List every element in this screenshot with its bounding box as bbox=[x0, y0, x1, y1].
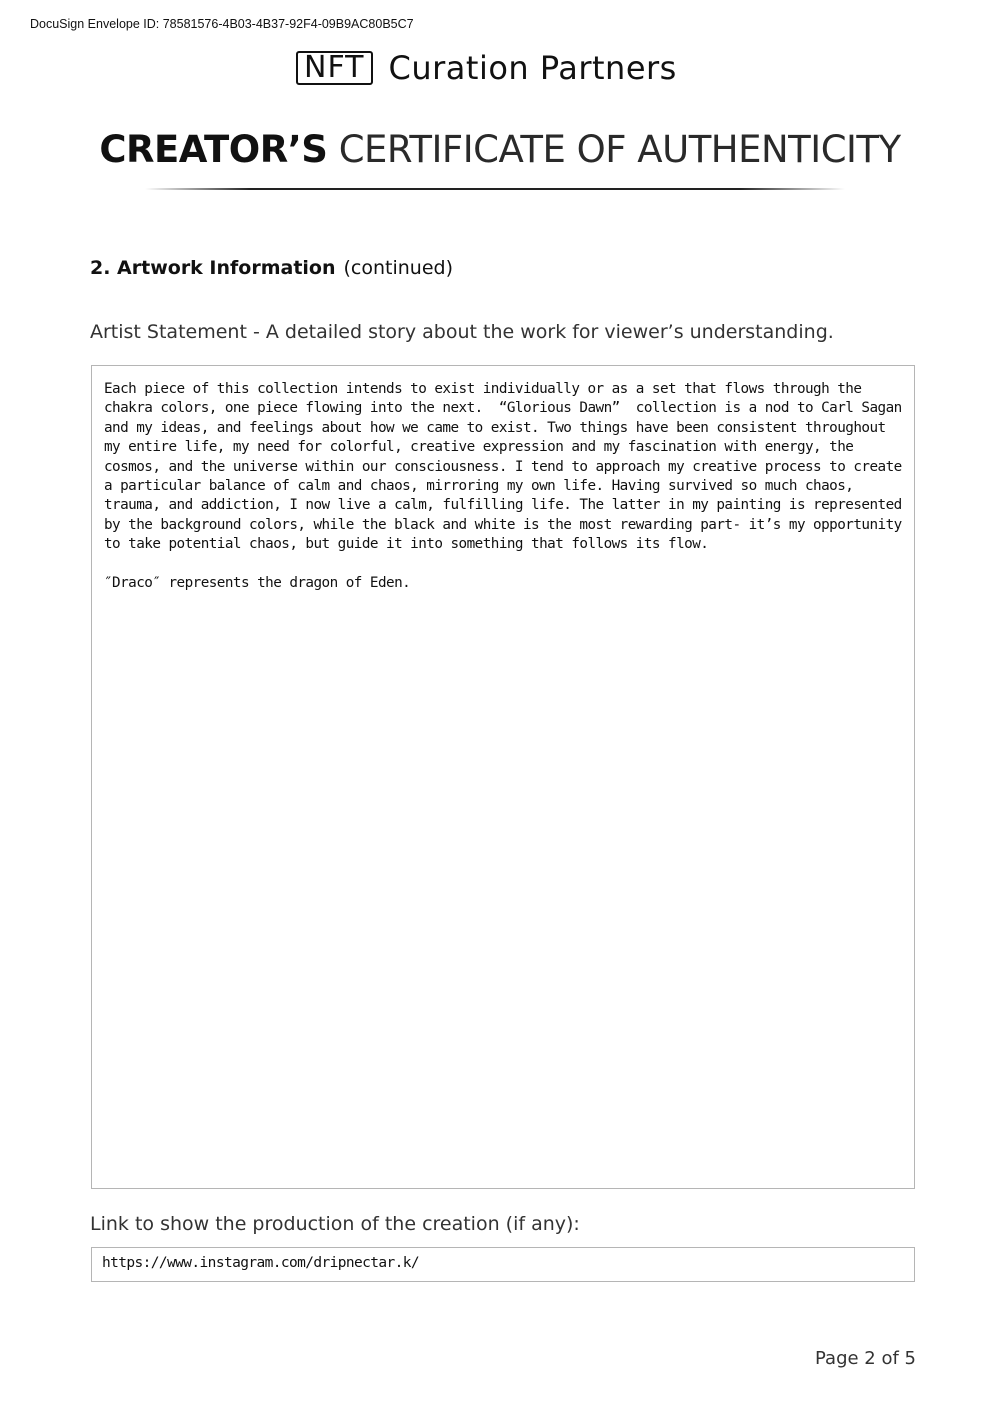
artist-statement-field[interactable] bbox=[91, 365, 915, 1189]
logo-company-name: Curation Partners bbox=[388, 49, 677, 87]
production-link-field[interactable] bbox=[91, 1247, 915, 1282]
production-link-value: https://www.instagram.com/dripnectar.k/ bbox=[102, 1255, 420, 1271]
section-heading-title: 2. Artwork Information bbox=[90, 257, 336, 279]
artist-statement-paragraph: Each piece of this collection intends to exist individually or as a set that flows through the chakra colors, one piece flowing into the next. “Glorious Dawn” collection is a nod to Carl Sagan and my ideas, and feelings about how we came to exist. Two things have been consistent throughout my entire life, my need for colorful, creative expression and my fascination with energy, the cosmos, and the universe within our consciousness. I tend to approach my creative process to create a particular balance of calm and chaos, mirroring my own life. Having survived so much chaos, trauma, and addiction, I now live a calm, fulfilling life. The latter in my painting is represented by the background colors, while the black and white is the most rewarding part- it’s my opportunity to take potential chaos, but guide it into something that follows its flow. bbox=[104, 381, 910, 553]
title-light-part: CERTIFICATE OF AUTHENTICITY bbox=[338, 128, 901, 171]
docusign-envelope-id: DocuSign Envelope ID: 78581576-4B03-4B37-92F4-09B9AC80B5C7 bbox=[30, 17, 414, 31]
section-heading bbox=[90, 257, 453, 279]
artist-statement-label: Artist Statement - A detailed story about the work for viewer’s understanding. bbox=[90, 321, 834, 343]
artist-statement-text bbox=[104, 380, 910, 593]
page-number: Page 2 of 5 bbox=[815, 1348, 916, 1369]
page-title bbox=[0, 128, 1000, 171]
title-divider bbox=[145, 188, 845, 190]
section-heading-subtitle: (continued) bbox=[343, 257, 454, 279]
title-bold-part: CREATOR’S bbox=[99, 128, 328, 171]
logo-nft-box: NFT bbox=[296, 51, 373, 85]
company-logo bbox=[296, 48, 677, 88]
production-link-label: Link to show the production of the creation (if any): bbox=[90, 1213, 580, 1235]
artist-statement-paragraph: ″Draco″ represents the dragon of Eden. bbox=[104, 575, 411, 592]
